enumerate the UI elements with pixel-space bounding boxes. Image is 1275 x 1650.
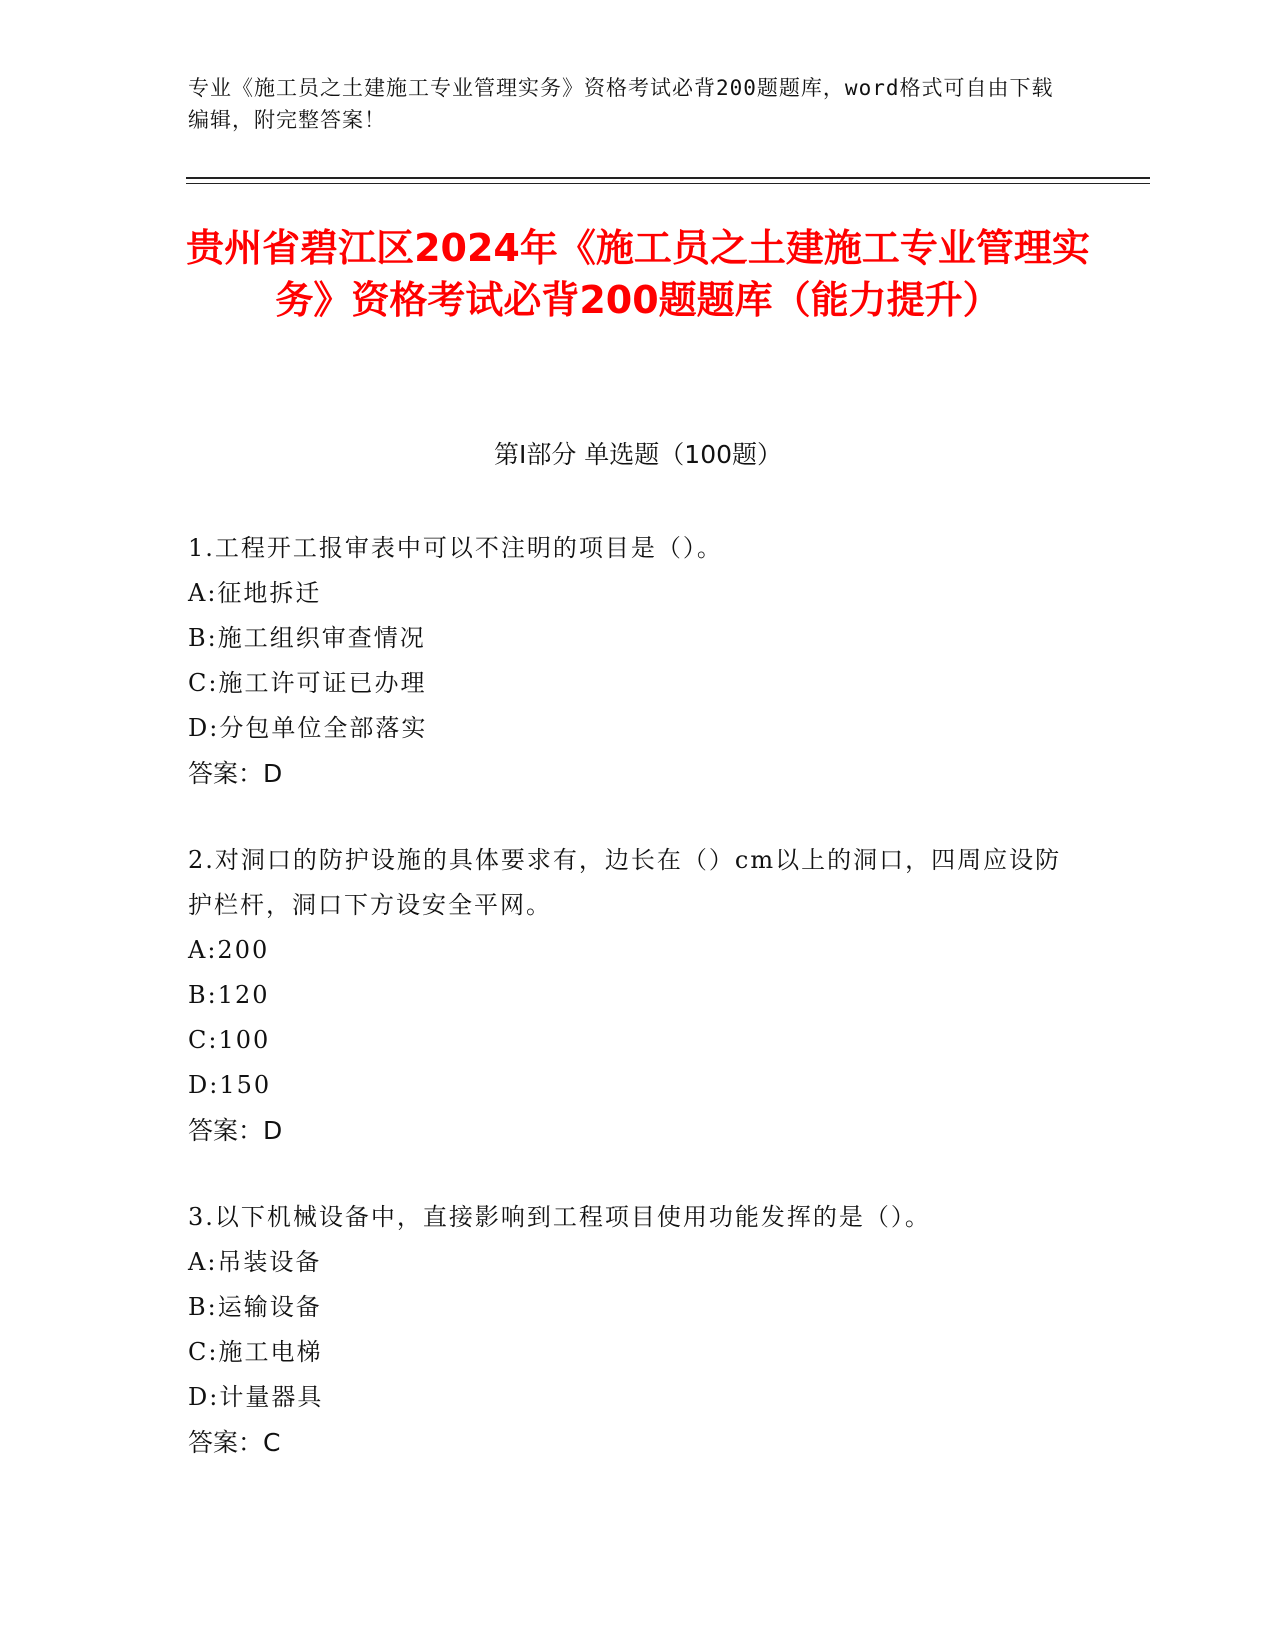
- document-title: 贵州省碧江区2024年《施工员之土建施工专业管理实务》资格考试必背200题题库（能力提升）: [186, 226, 1090, 322]
- option-c: C:100: [188, 1026, 271, 1054]
- question-1: [188, 526, 1068, 796]
- option-a: A:200: [188, 936, 270, 964]
- option-d: D:计量器具: [188, 1383, 324, 1411]
- header-note: 专业《施工员之土建施工专业管理实务》资格考试必背200题题库，word格式可自由下载编辑，附完整答案！: [188, 76, 1054, 132]
- option-b: B:120: [188, 981, 270, 1009]
- section-title: 第Ⅰ部分 单选题（100题）: [493, 440, 783, 469]
- option-d: D:150: [188, 1071, 272, 1099]
- question-list: [188, 526, 1068, 1507]
- option-b: B:运输设备: [188, 1293, 322, 1321]
- option-d: D:分包单位全部落实: [188, 714, 428, 742]
- header-divider-thick: [186, 177, 1150, 179]
- option-a: A:征地拆迁: [188, 579, 322, 607]
- answer: 答案：C: [188, 1428, 281, 1457]
- header-divider-thin: [186, 183, 1150, 184]
- question-stem: 3.以下机械设备中，直接影响到工程项目使用功能发挥的是（）。: [188, 1203, 931, 1231]
- question-3: [188, 1195, 1068, 1465]
- option-c: C:施工许可证已办理: [188, 669, 427, 697]
- question-stem: 1.工程开工报审表中可以不注明的项目是（）。: [188, 534, 723, 562]
- question-stem: 2.对洞口的防护设施的具体要求有，边长在（）cm以上的洞口，四周应设防护栏杆，洞口下方设安全平网。: [188, 846, 1062, 919]
- option-b: B:施工组织审查情况: [188, 624, 426, 652]
- question-2: [188, 838, 1068, 1153]
- answer: 答案：D: [188, 759, 283, 788]
- option-c: C:施工电梯: [188, 1338, 323, 1366]
- answer: 答案：D: [188, 1116, 283, 1145]
- option-a: A:吊装设备: [188, 1248, 322, 1276]
